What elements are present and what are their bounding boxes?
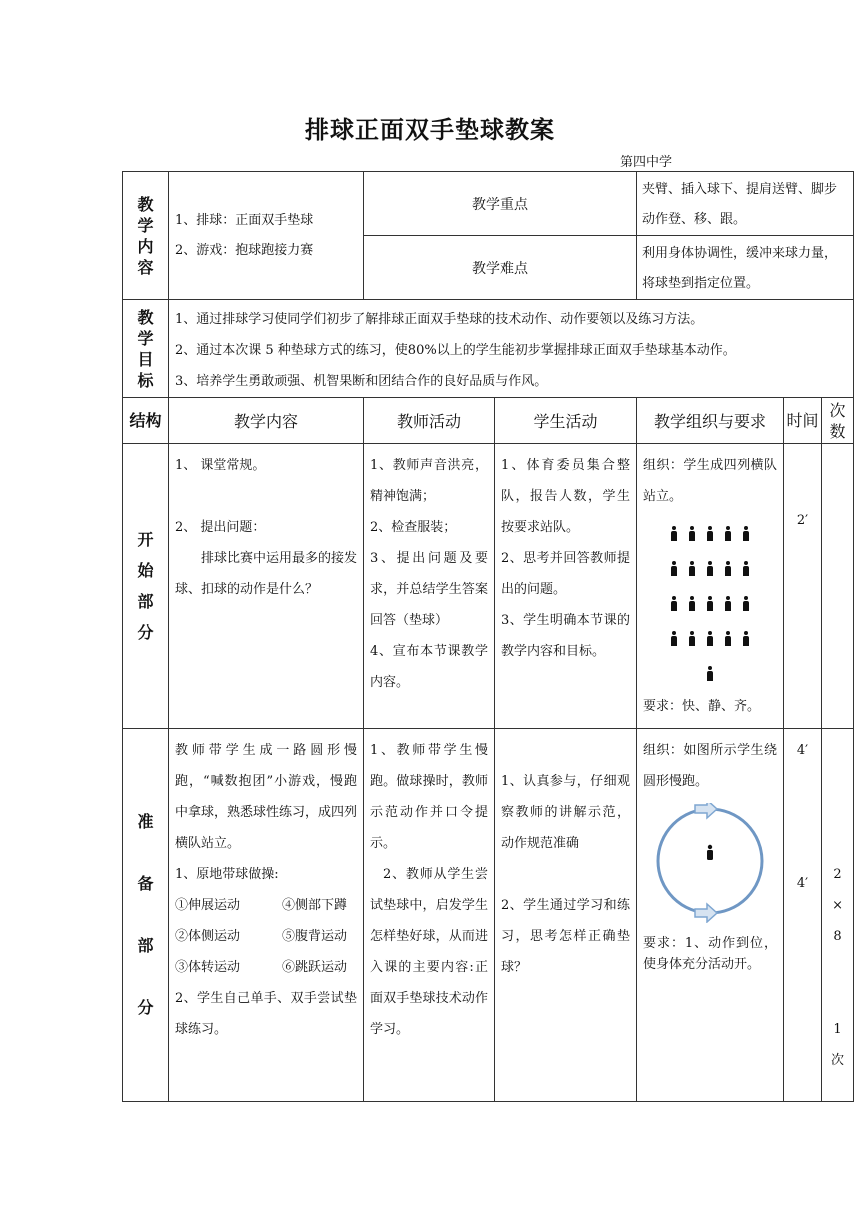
key-point-label: 教学重点 — [364, 172, 637, 236]
header-content: 教学内容 — [169, 398, 364, 444]
lesson-plan-table — [122, 171, 854, 1102]
exercise-row: ②体侧运动 ⑤腹背运动 — [175, 929, 347, 944]
person-icon — [670, 631, 678, 646]
start-content-3: 排球比赛中运用最多的接发球、扣球的动作是什么？ — [175, 551, 358, 597]
formation-row — [706, 656, 714, 691]
teacher-person-icon — [707, 845, 713, 860]
start-org-bottom: 要求：快、静、齐。 — [643, 699, 761, 714]
start-count — [822, 444, 854, 729]
prep-org-top: 组织：如图所示学生绕圆形慢跑。 — [643, 743, 777, 789]
formation-row — [670, 551, 750, 586]
prep-teacher — [364, 729, 495, 1102]
exercise-row: ③体转运动 ⑥跳跃运动 — [175, 960, 347, 975]
start-teacher-1: 1、教师声音洪亮，精神饱满； — [370, 458, 488, 504]
person-icon — [742, 596, 750, 611]
person-icon — [688, 526, 696, 541]
prep-content — [169, 729, 364, 1102]
person-icon — [724, 596, 732, 611]
start-org-top: 组织：学生成四列横队站立。 — [643, 458, 777, 504]
start-time — [784, 444, 822, 729]
prep-content-intro: 教师带学生成一路圆形慢跑，“喊数抱团”小游戏，慢跑中拿球，熟悉球性练习，成四列横队站立。 — [175, 743, 358, 851]
header-teacher: 教师活动 — [364, 398, 495, 444]
prep-org-bottom: 要求：1、动作到位，使身体充分活动开。 — [643, 936, 777, 972]
start-student-1: 1、体育委员集合整队，报告人数，学生按要求站队。 — [501, 458, 630, 535]
start-section-label: 开 始 部 分 — [123, 444, 169, 729]
prep-count-char: × — [832, 898, 843, 913]
person-icon — [706, 526, 714, 541]
start-student-3: 3、学生明确本节课的教学内容和目标。 — [501, 613, 630, 659]
formation-row — [670, 621, 750, 656]
start-student — [495, 444, 637, 729]
prep-count — [822, 729, 854, 1102]
person-icon — [742, 561, 750, 576]
table-header-row — [123, 398, 854, 444]
header-structure: 结构 — [123, 398, 169, 444]
prep-student — [495, 729, 637, 1102]
header-count: 次数 — [822, 398, 854, 444]
prep-content-list-title: 1、原地带球做操: — [175, 867, 279, 882]
school-name: 第四中学 — [620, 155, 673, 170]
goal-item: 3、培养学生勇敢顽强、机智果断和团结合作的良好品质与作风。 — [175, 374, 548, 389]
prep-content-2: 2、学生自己单手、双手尝试垫球练习。 — [175, 991, 357, 1037]
goal-item: 2、通过本次课 5 种垫球方式的练习，使80%以上的学生能初步掌握排球正面双手垫球基本动作。 — [175, 343, 736, 358]
person-icon — [724, 631, 732, 646]
start-student-2: 2、思考并回答教师提出的问题。 — [501, 551, 630, 597]
prep-count-char: 1 — [833, 1022, 842, 1037]
start-teacher-2: 2、检查服装； — [370, 520, 457, 535]
prep-count-char: 2 — [833, 867, 842, 882]
teaching-content-item: 1、排球：正面双手垫球 — [175, 212, 314, 228]
arrow-right-icon — [695, 803, 717, 818]
start-organization — [637, 444, 784, 729]
arrow-right-icon — [695, 904, 717, 922]
start-teacher — [364, 444, 495, 729]
exercise-row: ①伸展运动 ④侧部下蹲 — [175, 898, 347, 913]
header-time: 时间 — [784, 398, 822, 444]
prep-teacher-1: 1、教师带学生慢跑。做球操时，教师示范动作并口令提示。 — [370, 743, 488, 851]
key-point-text: 夹臂、插入球下、提肩送臂、脚步动作登、移、跟。 — [637, 172, 854, 236]
person-icon — [688, 631, 696, 646]
start-teacher-3: 3、提出问题及要求，并总结学生答案回答（垫球） — [370, 551, 488, 628]
teaching-goals — [169, 300, 854, 398]
formation-diagram — [637, 516, 783, 691]
person-icon — [688, 561, 696, 576]
person-icon — [670, 596, 678, 611]
person-icon — [706, 631, 714, 646]
prep-organization — [637, 729, 784, 1102]
prep-student-1: 1、认真参与，仔细观察教师的讲解示范，动作规范准确 — [501, 774, 630, 851]
teacher-person-icon — [706, 666, 714, 681]
start-content — [169, 444, 364, 729]
difficulty-text: 利用身体协调性，缓冲来球力量，将球垫到指定位置。 — [637, 236, 854, 300]
prep-count-char: 8 — [833, 929, 842, 944]
person-icon — [706, 561, 714, 576]
difficulty-label: 教学难点 — [364, 236, 637, 300]
running-track-circle — [658, 809, 762, 913]
prep-count-char: 次 — [831, 1053, 845, 1068]
person-icon — [670, 561, 678, 576]
document-title: 排球正面双手垫球教案 — [305, 115, 555, 144]
header-student: 学生活动 — [495, 398, 637, 444]
prep-time-1: 4′ — [796, 743, 809, 758]
person-icon — [670, 526, 678, 541]
person-icon — [742, 526, 750, 541]
teaching-content-items — [169, 172, 364, 300]
teaching-content-item: 2、游戏：抱球跑接力赛 — [175, 242, 314, 258]
prep-section-row — [123, 729, 854, 1102]
prep-count-char — [822, 952, 853, 983]
formation-row — [670, 586, 750, 621]
goal-item: 1、通过排球学习使同学们初步了解排球正面双手垫球的技术动作、动作要领以及练习方法。 — [175, 312, 704, 327]
person-icon — [724, 561, 732, 576]
prep-count-char — [822, 983, 853, 1014]
teaching-goals-label: 教 学 目 标 — [123, 300, 169, 398]
start-content-2: 2、 提出问题： — [175, 520, 266, 535]
start-teacher-4: 4、宣布本节课教学内容。 — [370, 644, 488, 690]
running-circle-diagram — [637, 803, 783, 923]
person-icon — [706, 596, 714, 611]
prep-section-label: 准 备 部 分 — [123, 729, 169, 1102]
person-icon — [724, 526, 732, 541]
prep-time-2: 4′ — [796, 876, 809, 891]
start-section-row — [123, 444, 854, 729]
header-organization: 教学组织与要求 — [637, 398, 784, 444]
person-icon — [742, 631, 750, 646]
prep-student-2: 2、学生通过学习和练习，思考怎样正确垫球？ — [501, 898, 630, 975]
prep-time — [784, 729, 822, 1102]
formation-row — [670, 516, 750, 551]
start-time-value: 2′ — [796, 513, 809, 528]
start-content-1: 1、 课堂常规。 — [175, 458, 266, 473]
person-icon — [688, 596, 696, 611]
teaching-content-label: 教 学 内 容 — [123, 172, 169, 300]
prep-teacher-2: 2、教师从学生尝试垫球中，启发学生怎样垫好球，从而进入课的主要内容:正面双手垫球技术动作学习。 — [370, 867, 488, 1037]
